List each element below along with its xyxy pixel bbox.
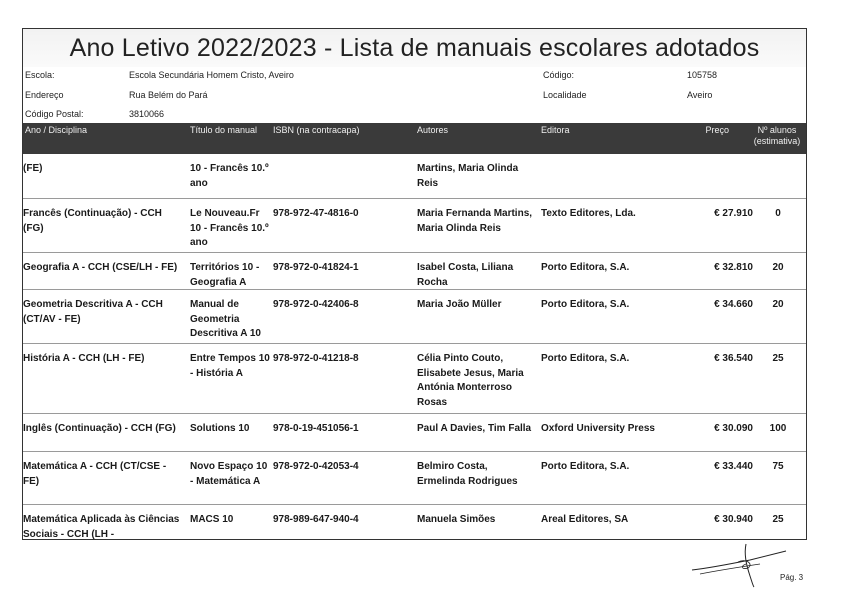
cell-autores: Belmiro Costa, Ermelinda Rodrigues bbox=[417, 461, 518, 487]
cell-isbn: 978-972-0-42406-8 bbox=[273, 299, 359, 310]
cell-preco: € 27.910 bbox=[714, 208, 753, 219]
header-titulo: Título do manual bbox=[190, 125, 258, 135]
cell-disciplina: Matemática Aplicada às Ciências Sociais - CCH (LH - bbox=[23, 514, 180, 540]
cell-autores: Manuela Simões bbox=[417, 514, 496, 525]
cell-isbn: 978-989-647-940-4 bbox=[273, 514, 359, 525]
cell-titulo: Territórios 10 - Geografia A bbox=[190, 262, 260, 288]
cell-editora: Porto Editora, S.A. bbox=[541, 262, 630, 273]
header-preco: Preço bbox=[705, 125, 729, 135]
cell-preco: € 30.090 bbox=[714, 423, 753, 434]
cell-preco: € 30.940 bbox=[714, 514, 753, 525]
table-header bbox=[23, 123, 806, 154]
cell-alunos: 75 bbox=[772, 461, 784, 472]
cell-titulo: Solutions 10 bbox=[190, 423, 250, 434]
header-alunos-line1: Nº alunos bbox=[757, 125, 797, 135]
cell-editora: Porto Editora, S.A. bbox=[541, 299, 630, 310]
cell-alunos: 20 bbox=[772, 299, 784, 310]
cell-editora: Porto Editora, S.A. bbox=[541, 461, 630, 472]
cell-editora: Areal Editores, SA bbox=[541, 514, 629, 525]
cell-disciplina: Francês (Continuação) - CCH (FG) bbox=[23, 208, 162, 234]
handwritten-signature bbox=[690, 540, 790, 588]
cell-preco: € 32.810 bbox=[714, 262, 753, 273]
cell-titulo: 10 - Francês 10.º ano bbox=[190, 163, 269, 189]
cell-disciplina: Geografia A - CCH (CSE/LH - FE) bbox=[23, 262, 178, 273]
cell-editora: Texto Editores, Lda. bbox=[541, 208, 636, 219]
cell-disciplina: Geometria Descritiva A - CCH (CT/AV - FE) bbox=[23, 299, 163, 325]
table-row bbox=[23, 414, 806, 452]
cell-titulo: Entre Tempos 10 - História A bbox=[190, 353, 270, 379]
cell-disciplina: (FE) bbox=[23, 163, 43, 174]
endereco-label: Endereço bbox=[25, 90, 64, 100]
header-editora: Editora bbox=[541, 125, 570, 135]
cell-isbn: 978-972-0-41824-1 bbox=[273, 262, 359, 273]
cell-titulo: Le Nouveau.Fr 10 - Francês 10.º ano bbox=[190, 208, 269, 248]
codigo-value: 105758 bbox=[687, 70, 718, 80]
codigo-postal-value: 3810066 bbox=[129, 109, 165, 119]
cell-isbn: 978-0-19-451056-1 bbox=[273, 423, 359, 434]
localidade-label: Localidade bbox=[543, 90, 587, 100]
document-title: Ano Letivo 2022/2023 - Lista de manuais escolares adotados bbox=[23, 29, 806, 67]
document-sheet bbox=[22, 28, 807, 540]
cell-autores: Célia Pinto Couto, Elisabete Jesus, Maria Antónia Monterroso Rosas bbox=[417, 353, 524, 408]
cell-preco: € 34.660 bbox=[714, 299, 753, 310]
cell-disciplina: História A - CCH (LH - FE) bbox=[23, 353, 145, 364]
cell-titulo: Manual de Geometria Descritiva A 10 bbox=[190, 299, 261, 339]
page-number: Pág. 3 bbox=[780, 573, 804, 582]
table-row bbox=[23, 154, 806, 199]
localidade-value: Aveiro bbox=[687, 90, 713, 100]
table-row bbox=[23, 253, 806, 290]
header-disciplina: Ano / Disciplina bbox=[25, 125, 88, 135]
table-row bbox=[23, 505, 806, 540]
cell-autores: Martins, Maria Olinda Reis bbox=[417, 163, 519, 189]
escola-label: Escola: bbox=[25, 70, 55, 80]
cell-titulo: Novo Espaço 10 - Matemática A bbox=[190, 461, 268, 487]
codigo-label: Código: bbox=[543, 70, 575, 80]
cell-preco: € 33.440 bbox=[714, 461, 753, 472]
cell-autores: Paul A Davies, Tim Falla bbox=[417, 423, 532, 434]
cell-preco: € 36.540 bbox=[714, 353, 753, 364]
cell-alunos: 100 bbox=[769, 423, 787, 434]
header-autores: Autores bbox=[417, 125, 449, 135]
cell-editora: Porto Editora, S.A. bbox=[541, 353, 630, 364]
table-row bbox=[23, 290, 806, 344]
header-alunos bbox=[747, 125, 807, 147]
cell-alunos: 25 bbox=[772, 353, 784, 364]
cell-autores: Isabel Costa, Liliana Rocha bbox=[417, 262, 514, 288]
cell-titulo: MACS 10 bbox=[190, 514, 234, 525]
cell-alunos: 25 bbox=[772, 514, 784, 525]
header-isbn: ISBN (na contracapa) bbox=[273, 125, 360, 135]
codigo-postal-label: Código Postal: bbox=[25, 109, 84, 119]
table-row bbox=[23, 452, 806, 505]
cell-alunos: 0 bbox=[775, 208, 781, 219]
cell-isbn: 978-972-47-4816-0 bbox=[273, 208, 359, 219]
header-alunos-line2: (estimativa) bbox=[753, 136, 801, 146]
cell-disciplina: Inglês (Continuação) - CCH (FG) bbox=[23, 423, 176, 434]
cell-isbn: 978-972-0-41218-8 bbox=[273, 353, 359, 364]
table-body bbox=[23, 154, 806, 540]
cell-disciplina: Matemática A - CCH (CT/CSE - FE) bbox=[23, 461, 167, 487]
table-row bbox=[23, 199, 806, 253]
cell-isbn: 978-972-0-42053-4 bbox=[273, 461, 359, 472]
cell-autores: Maria Fernanda Martins, Maria Olinda Reis bbox=[417, 208, 533, 234]
endereco-value: Rua Belém do Pará bbox=[129, 90, 208, 100]
cell-autores: Maria João Müller bbox=[417, 299, 502, 310]
school-info bbox=[23, 67, 806, 123]
escola-value: Escola Secundária Homem Cristo, Aveiro bbox=[129, 70, 294, 80]
cell-editora: Oxford University Press bbox=[541, 423, 655, 434]
cell-alunos: 20 bbox=[772, 262, 784, 273]
table-row bbox=[23, 344, 806, 414]
